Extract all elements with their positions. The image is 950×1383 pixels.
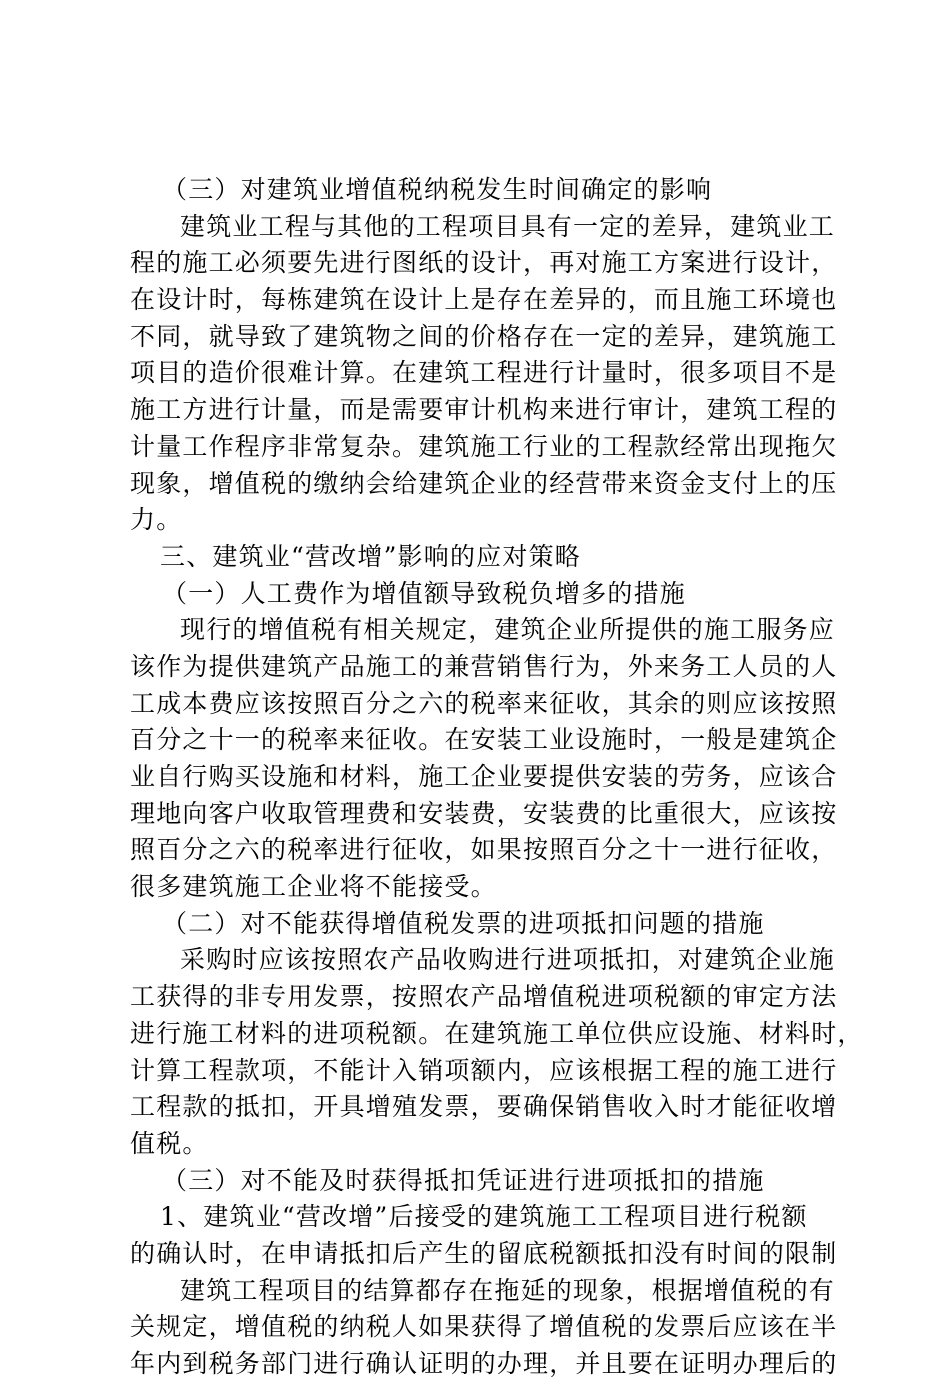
subsection-heading: （一）人工费作为增值额导致税负增多的措施 bbox=[162, 578, 687, 608]
subsection-heading: （三）对不能及时获得抵扣凭证进行进项抵扣的措施 bbox=[162, 1165, 765, 1195]
section-heading: （三）对建筑业增值税纳税发生时间确定的影响 bbox=[162, 175, 713, 204]
paragraph-line: 在设计时，每栋建筑在设计上是存在差异的，而且施工环境也 bbox=[130, 285, 838, 315]
paragraph-line: 理地向客户收取管理费和安装费，安装费的比重很大，应该按 bbox=[130, 798, 838, 828]
paragraph-line: 很多建筑施工企业将不能接受。 bbox=[130, 872, 497, 902]
paragraph-line: 建筑业工程与其他的工程项目具有一定的差异，建筑业工 bbox=[180, 211, 836, 241]
paragraph-line: 不同，就导致了建筑物之间的价格存在一定的差异，建筑施工 bbox=[130, 321, 838, 351]
paragraph-line: 现行的增值税有相关规定，建筑企业所提供的施工服务应 bbox=[180, 615, 836, 645]
paragraph-line: 该作为提供建筑产品施工的兼营销售行为，外来务工人员的人 bbox=[130, 651, 838, 681]
paragraph-line: 年内到税务部门进行确认证明的办理，并且要在证明办理后的 bbox=[130, 1349, 838, 1378]
paragraph-line: 工成本费应该按照百分之六的税率来征收，其余的则应该按照 bbox=[130, 688, 838, 718]
numbered-item: 1、建筑业“营改增”后接受的建筑施工工程项目进行税额 bbox=[160, 1202, 808, 1232]
paragraph-line: 进行施工材料的进项税额。在建筑施工单位供应设施、材料时， bbox=[130, 1018, 864, 1048]
paragraph-line: 施工方进行计量，而是需要审计机构来进行审计，建筑工程的 bbox=[130, 395, 838, 425]
paragraph-line: 采购时应该按照农产品收购进行进项抵扣，对建筑企业施 bbox=[180, 945, 836, 975]
paragraph-line: 程的施工必须要先进行图纸的设计，再对施工方案进行设计， bbox=[130, 248, 838, 278]
paragraph-line: 计算工程款项，不能计入销项额内，应该根据工程的施工进行 bbox=[130, 1055, 838, 1085]
paragraph-line: 工获得的非专用发票，按照农产品增值税进项税额的审定方法 bbox=[130, 982, 838, 1012]
paragraph-line: 业自行购买设施和材料，施工企业要提供安装的劳务，应该合 bbox=[130, 762, 838, 791]
paragraph-line: 照百分之六的税率进行征收，如果按照百分之十一进行征收， bbox=[130, 835, 838, 865]
paragraph-line: 计量工作程序非常复杂。建筑施工行业的工程款经常出现拖欠 bbox=[130, 431, 838, 461]
paragraph-line: 建筑工程项目的结算都存在拖延的现象，根据增值税的有 bbox=[180, 1275, 836, 1305]
paragraph-line: 关规定，增值税的纳税人如果获得了增值税的发票后应该在半 bbox=[130, 1312, 838, 1342]
paragraph-line: 百分之十一的税率来征收。在安装工业设施时，一般是建筑企 bbox=[130, 725, 838, 755]
document-body bbox=[128, 172, 864, 1383]
paragraph-line: 值税。 bbox=[130, 1128, 209, 1158]
paragraph-line: 现象，增值税的缴纳会给建筑企业的经营带来资金支付上的压 bbox=[130, 468, 838, 498]
paragraph-line: 项目的造价很难计算。在建筑工程进行计量时，很多项目不是 bbox=[130, 358, 838, 388]
subsection-heading: （二）对不能获得增值税发票的进项抵扣问题的措施 bbox=[162, 908, 765, 938]
paragraph-line: 的确认时，在申请抵扣后产生的留底税额抵扣没有时间的限制 bbox=[130, 1238, 838, 1268]
section-heading: 三、建筑业“营改增”影响的应对策略 bbox=[160, 541, 581, 571]
paragraph-line: 工程款的抵扣，开具增殖发票，要确保销售收入时才能征收增 bbox=[130, 1092, 838, 1122]
paragraph-line: 力。 bbox=[130, 505, 183, 535]
